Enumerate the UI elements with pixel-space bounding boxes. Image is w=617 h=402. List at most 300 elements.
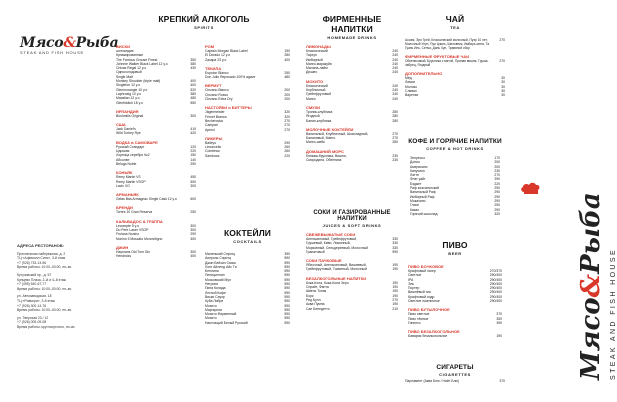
- vertical-brand: [546, 160, 617, 380]
- tea-extra-title: ДОПОЛНИТЕЛЬНО: [405, 71, 443, 76]
- item-name: Тархун: [306, 53, 317, 58]
- item-price: 120: [190, 144, 196, 149]
- item-name: Бавария безалкогольное: [408, 334, 448, 339]
- cigs-title: СИГАРЕТЫ: [436, 364, 474, 371]
- menu-item: [408, 321, 502, 325]
- item-price: 320: [494, 211, 500, 216]
- section-title: ИРЛАНДИЯ: [116, 108, 139, 114]
- item-name: Эспрессо: [410, 156, 426, 160]
- section-title: ПИВО БЕЗАЛКОГОЛЬНОЕ: [408, 329, 460, 335]
- item-name: Банан-клубника: [306, 118, 332, 123]
- item-price: 290: [494, 177, 500, 182]
- item-name: Купажированные: [116, 53, 144, 58]
- item-price: 430: [190, 66, 196, 71]
- item-price: 290/400: [489, 299, 502, 304]
- item-name: Single Malt: [116, 74, 133, 79]
- item-name: Классический: [306, 49, 328, 53]
- item-name: Манго-маракуйя: [306, 61, 332, 66]
- item-name: Aperol: [205, 127, 215, 132]
- menu-item: [116, 101, 196, 105]
- item-name: Gelas Bas Armagnac Single Cask 12 y.o: [116, 197, 177, 202]
- item-price: 280: [284, 53, 290, 58]
- item-name: Смородина, Облепиха: [306, 158, 342, 163]
- menu-item: [116, 184, 196, 188]
- item-price: 590: [284, 303, 290, 308]
- item-name: Пиво светлое: [408, 312, 430, 317]
- item-price: 390: [284, 252, 290, 256]
- item-price: 190: [392, 293, 398, 298]
- item-name: Гиннесс: [408, 320, 421, 325]
- item-price: 240: [392, 83, 398, 88]
- item-name: Русский Стандарт: [116, 144, 145, 149]
- address-item: Пресненская набережная, д. 2 ТЦ «Афимолл Сити», 3-й этаж +7 (926) 733-13-96 Время работы: 10:00–00:00, пн–вс: [17, 251, 72, 270]
- section-title: БЕЗАЛКОГОЛЬНЫЕ НАПИТКИ: [306, 275, 367, 281]
- cocktails-header: [205, 228, 290, 244]
- menu-item: [306, 70, 398, 74]
- item-name: Маленький Спритц: [205, 252, 236, 256]
- item-name: Дюшес: [306, 70, 318, 75]
- logo-word-left: Мясо: [20, 35, 64, 51]
- item-price: 290/400: [489, 273, 502, 278]
- tea-subtitle: TEA: [450, 25, 460, 30]
- item-price: 290: [190, 161, 196, 166]
- item-name: Горячий шоколад: [410, 211, 438, 216]
- item-name: Светлое: [408, 273, 422, 278]
- item-price: 200: [284, 88, 290, 93]
- drinks-title: ФИРМЕННЫЕ НАПИТКИ: [322, 14, 382, 34]
- item-price: 600: [190, 197, 196, 202]
- item-name: Аква Пумпа: [306, 302, 325, 307]
- item-price: 370: [496, 312, 502, 317]
- item-name: Банановый, Манго: [306, 136, 336, 141]
- item-name: Виски Сауэр: [205, 294, 225, 299]
- item-price: 290/400: [489, 294, 502, 299]
- beer-column: [408, 260, 502, 339]
- item-name: Captain Morgan Black Label: [205, 49, 248, 53]
- tea-signature-price: 270: [499, 59, 505, 63]
- item-price: 290: [494, 207, 500, 212]
- item-name: Torres 10 Gran Reserva: [116, 210, 153, 215]
- item-price: 590: [284, 264, 290, 269]
- spirits2-column: [205, 40, 290, 158]
- item-name: Эль: [408, 281, 415, 286]
- item-name: Jägermeister: [205, 110, 225, 115]
- item-price: 480: [284, 75, 290, 80]
- item-price: 400: [190, 79, 196, 84]
- item-name: IPA: [408, 277, 414, 282]
- section-title: ВОДКА в САМОВАРЕ: [116, 139, 158, 145]
- item-price: 410: [190, 127, 196, 132]
- cocktails-subtitle: COCKTAILS: [233, 239, 262, 244]
- item-price: 590: [284, 320, 290, 325]
- item-price: 270: [392, 131, 398, 136]
- section-title: КОНЬЯК: [116, 170, 133, 176]
- section-title: ВЕРМУТ: [205, 83, 222, 89]
- item-name: Односолодовый: [116, 70, 142, 75]
- section-title: ЛИКЕРЫ: [205, 135, 223, 141]
- item-name: Какао: [410, 207, 420, 212]
- tea-signature-title: ФИРМЕННЫЕ ФРУКТОВЫЕ ЧАИ: [405, 54, 470, 59]
- item-name: Латте: [410, 173, 419, 178]
- item-name: Джин Бейзил Смэш: [205, 260, 236, 265]
- juices-subtitle: JUICES & SOFT DRINKS: [322, 223, 382, 228]
- cigs-price: 370: [499, 379, 505, 383]
- item-price: 240: [392, 92, 398, 97]
- item-price: 250: [284, 70, 290, 75]
- item-name: Лесной Кофе: [205, 290, 226, 295]
- item-price: 590: [284, 286, 290, 291]
- drinks-column: [306, 40, 398, 162]
- item-name: Апельсиновый, Грейпфрутовый,: [306, 237, 357, 241]
- item-price: 590: [284, 299, 290, 304]
- item-price: 300: [190, 113, 196, 118]
- item-name: Espolon Blanco: [205, 70, 229, 75]
- item-price: 190: [496, 334, 502, 339]
- item-price: 240: [392, 70, 398, 75]
- item-price: 230: [392, 153, 398, 158]
- item-price: 30: [501, 88, 505, 93]
- item-name: Классический: [306, 83, 328, 88]
- item-price: 290: [190, 232, 196, 237]
- brand-word-right: Рыба: [576, 192, 606, 274]
- item-name: Chivas Regal 12 y.o: [116, 66, 147, 71]
- juices-column: [306, 228, 398, 311]
- tea-extra-list: [405, 76, 505, 97]
- item-name: Швепс Тоник: [306, 289, 327, 294]
- item-price: 220: [494, 181, 500, 186]
- item-price: 590: [284, 273, 290, 278]
- item-price: 480: [190, 96, 196, 101]
- item-price: 250: [190, 210, 196, 215]
- item-price: 170: [494, 156, 500, 160]
- item-price: 290/400: [489, 286, 502, 291]
- item-name: Ред Булл: [306, 297, 321, 302]
- item-price: 280: [392, 118, 398, 123]
- item-price: 290/400: [489, 277, 502, 282]
- item-name: Lecompte 5 y.o: [116, 223, 139, 228]
- item-price: 280: [392, 140, 398, 145]
- item-price: 240: [392, 96, 398, 101]
- item-name: Грейпфрутовый: [306, 92, 332, 97]
- menu-item: [116, 114, 196, 118]
- item-name: Glenfiddich 18 y.o: [116, 100, 143, 105]
- item-name: Клубничный: [306, 88, 326, 93]
- item-name: Campari: [205, 123, 218, 128]
- item-price: 190: [284, 49, 290, 53]
- item-price: 190: [392, 302, 398, 307]
- item-price: 330: [392, 241, 398, 246]
- item-name: Jack Daniel's: [116, 127, 136, 132]
- cocktails-column: [205, 252, 290, 325]
- section-title: ЛИМОНАДЫ: [306, 44, 331, 49]
- item-price: 30: [501, 84, 505, 89]
- item-name: Глясе: [410, 203, 420, 208]
- item-price: 190: [392, 289, 398, 294]
- item-name: Du Pere Lauer VSOP: [116, 228, 149, 233]
- item-name: Мохито: [205, 303, 217, 308]
- item-name: Светлое пшеничное: [408, 299, 440, 304]
- item-name: Cinzano Extra Dry: [205, 97, 233, 102]
- item-name: Варенье: [405, 93, 419, 98]
- menu-item: [205, 321, 290, 325]
- item-price: 290/400: [489, 290, 502, 295]
- logo-word-right: Рыба: [75, 35, 119, 51]
- item-price: 220: [284, 153, 290, 158]
- cocktails-title: КОКТЕЙЛИ: [223, 228, 272, 238]
- item-name: Манго: [306, 96, 316, 101]
- item-price: 300: [190, 183, 196, 188]
- item-name: Cinzano Rosso: [205, 92, 228, 97]
- item-price: 590: [284, 290, 290, 295]
- item-name: Грушевый, Киви, Лимонный,: [306, 241, 351, 246]
- item-name: Лонг Айленд Айс Ти: [205, 264, 237, 269]
- menu-item: [116, 210, 196, 214]
- item-name: Куба Либре: [205, 299, 224, 304]
- item-price: 270: [494, 173, 500, 178]
- item-price: 290: [284, 140, 290, 145]
- item-price: 380: [190, 61, 196, 66]
- section-title: ПИВО БОЧКОВОЕ: [408, 264, 444, 269]
- item-price: 400: [190, 83, 196, 88]
- item-price: 300: [190, 223, 196, 228]
- menu-item: [205, 97, 290, 101]
- tea-intro: Ассам, Эрл Грей, Классический молочный, Пуэр 10 лет, Молочный Улун, Пуи Цзинь, Шиповник, Имбирь-мята, Та Гуань Инь, Сенча, Дань Хун, Травяной сбор: [405, 38, 490, 50]
- menu-item: [116, 131, 196, 135]
- item-price: 590: [284, 282, 290, 287]
- item-name: Гранатовый: [306, 249, 325, 254]
- item-name: Крафтовый сидр: [408, 294, 435, 299]
- item-price: 290: [494, 186, 500, 191]
- item-price: 240: [392, 88, 398, 93]
- item-name: Ванильный, Клубничный, Шоколадный,: [306, 131, 369, 136]
- section-title: РОМ: [205, 44, 215, 49]
- menu-item: [410, 212, 500, 216]
- item-price: 320: [284, 114, 290, 119]
- item-price: 190: [392, 267, 398, 272]
- brand-word-left: Мясо: [576, 297, 606, 380]
- item-price: 270: [284, 118, 290, 123]
- item-price: 290: [494, 203, 500, 208]
- menu-item: [306, 140, 398, 144]
- spirits-header: [116, 14, 292, 30]
- item-name: Грейпфрутовый, Томатный, Молочный: [306, 267, 367, 272]
- juices-header: [302, 210, 402, 228]
- spirits-subtitle: SPIRITS: [194, 25, 214, 30]
- item-price: 550: [190, 100, 196, 105]
- coffee-title: КОФЕ И ГОРЯЧИЕ НАПИТКИ: [408, 138, 502, 145]
- item-name: Бэджет: [410, 181, 422, 186]
- coffee-header: [405, 138, 505, 151]
- item-name: Ванильный Раф: [410, 190, 436, 195]
- item-name: Кока-Кола, Кока-Кола Зеро: [306, 280, 349, 285]
- section-title: СВЕЖЕВЫЖАТЫЕ СОКИ: [306, 232, 356, 237]
- item-name: Remy Martin VS: [116, 175, 141, 180]
- section-title: ТЕКИЛА: [205, 65, 222, 71]
- item-price: 400: [190, 236, 196, 241]
- item-price: 300: [190, 228, 196, 233]
- item-name: Мохито Фирменный: [205, 312, 237, 317]
- item-price: 150: [190, 153, 196, 158]
- menu-item: [116, 162, 196, 166]
- addresses-title: АДРЕСА РЕСТОРАНОВ:: [17, 243, 65, 248]
- item-price: 240: [392, 57, 398, 62]
- menu-item: [306, 307, 398, 311]
- item-name: Флэт уайт: [410, 177, 426, 182]
- item-price: 30: [501, 93, 505, 98]
- address-item: ул. Тверская 23 / 12 +7 (926) 009-09-08 Время работы: круглосуточно, пн–вс: [17, 315, 75, 329]
- item-name: Fernet Branca: [205, 114, 227, 119]
- beer-header: [405, 240, 505, 256]
- item-name: Glenmorangie 10 y.o: [116, 87, 148, 92]
- item-price: 280: [392, 114, 398, 119]
- item-price: 590: [392, 249, 398, 254]
- item-name: Мохито: [205, 316, 217, 321]
- item-name: Remy Martin VSOP: [116, 179, 146, 184]
- item-name: Допио: [410, 160, 420, 165]
- menu-item: [205, 58, 290, 62]
- item-name: Пиво тёмное: [408, 316, 429, 321]
- item-price: 590: [284, 256, 290, 261]
- item-name: Клюква-брусника, Вишня,: [306, 153, 347, 158]
- tea-block: [405, 38, 505, 97]
- item-name: Nonino Il Moscato Monovitigno: [116, 236, 163, 241]
- item-name: Wild Turkey Rye: [116, 131, 141, 136]
- menu-item: [306, 158, 398, 162]
- cigs-header: [405, 364, 505, 383]
- item-price: 350: [496, 316, 502, 321]
- item-price: 200: [284, 92, 290, 97]
- item-name: Сливки: [405, 88, 417, 93]
- tea-header: [405, 14, 505, 30]
- item-price: 260: [284, 145, 290, 150]
- address-item: Кутузовский пр., д. 57 Кунцево Плаза, 2–й и 4–й этаж +7 (495) 540-67-77 Время работы: 10:00–00:00, пн–вс: [17, 272, 72, 291]
- item-name: Тропик-клубника: [306, 109, 333, 114]
- item-name: Пина Колада: [205, 286, 226, 291]
- section-title: ДЖИН: [116, 244, 129, 250]
- menu-item: [306, 250, 398, 254]
- juices-title: СОКИ И ГАЗИРОВАННЫЕ НАПИТКИ: [313, 210, 391, 222]
- item-name: Апероль Спритц: [205, 256, 231, 261]
- item-name: Zacapa 23 y.o: [205, 57, 227, 62]
- item-name: Мокачино: [410, 198, 426, 203]
- item-price: 590: [284, 294, 290, 299]
- item-price: 200: [494, 160, 500, 165]
- item-price: 280: [392, 109, 398, 114]
- item-name: Cinzano Bianco: [205, 88, 229, 93]
- spirits-title: КРЕПКИЙ АЛКОГОЛЬ: [158, 14, 250, 24]
- item-price: 220: [190, 149, 196, 154]
- item-price: 390: [496, 320, 502, 325]
- item-price: 290: [494, 194, 500, 199]
- menu-item: [205, 128, 290, 132]
- item-price: 330: [392, 237, 398, 241]
- item-name: Имбирный: [306, 57, 323, 62]
- item-name: Sambuca: [205, 153, 220, 158]
- item-price: 300: [190, 249, 196, 254]
- item-name: Bushmills Original: [116, 113, 144, 118]
- item-name: Hendricks: [116, 254, 132, 259]
- item-price: 400: [284, 57, 290, 62]
- item-price: 30: [501, 80, 505, 85]
- section-title: МОЛОЧНЫЕ КОКТЕЙЛИ: [306, 126, 354, 132]
- item-name: Имбирный Раф: [410, 194, 435, 199]
- beer-title: ПИВО: [442, 240, 468, 250]
- item-name: Малина-лайм: [306, 66, 328, 71]
- item-name: Негрони: [205, 282, 219, 287]
- section-title: ВИСКИ: [116, 44, 130, 49]
- item-name: Раф классический: [410, 186, 440, 191]
- item-name: Борк: [306, 293, 314, 298]
- item-name: Пенициллин: [205, 273, 225, 278]
- item-price: 190: [392, 280, 398, 285]
- item-name: Московский Мул: [205, 277, 231, 282]
- section-title: НАСТОЙКИ и БИТТЕРЫ: [205, 105, 252, 111]
- menu-item: [408, 334, 502, 338]
- item-price: 500: [190, 179, 196, 184]
- address-item: ул. Автозаводская, 18 ТЦ «Ривьера», 3-й этаж +7 (926) 300-14-76 Время работы: 10:00–00:00, пн–вс: [17, 294, 72, 313]
- item-price: 450: [190, 175, 196, 180]
- menu-item: [116, 237, 196, 241]
- logo: Мясо&Рыба STEAK AND FISH HOUSE: [20, 35, 119, 55]
- section-title: АРМАНЬЯК: [116, 192, 139, 198]
- item-price: 520: [190, 87, 196, 92]
- item-name: Абсолют: [116, 157, 130, 162]
- menu-item: [408, 299, 502, 303]
- section-title: МОХИТО: [306, 78, 324, 84]
- item-price: 590: [284, 260, 290, 265]
- beer-subtitle: BEER: [448, 251, 462, 256]
- item-name: Haymans Old Tom Gin: [116, 249, 151, 254]
- item-price: 200: [284, 97, 290, 102]
- item-name: Мёд: [405, 76, 412, 80]
- item-name: Маргарита: [205, 307, 222, 312]
- item-price: 270: [284, 127, 290, 132]
- tea-signature-items: Облепиховый, Брусника с мятой, Пряная вишня, Груша-чабрец, Ягодный: [405, 59, 489, 67]
- brand-ampersand: &: [576, 273, 606, 298]
- menu-item: [205, 154, 290, 158]
- menu-item: [116, 197, 196, 201]
- item-name: Яблочный, Апельсиновый, Вишневый,: [306, 263, 367, 268]
- item-name: Крафтовый лагер: [408, 269, 436, 273]
- item-name: Морковный, Сельдереевый, Молочный: [306, 245, 368, 250]
- item-name: El Dorado 12 y.o: [205, 53, 231, 58]
- item-price: 590: [284, 312, 290, 317]
- section-title: ПИВО БУТЫЛОЧНОЕ: [408, 307, 450, 313]
- item-name: Ягодный: [306, 114, 320, 119]
- item-name: Beluga Noble: [116, 161, 137, 166]
- item-price: 290/400: [489, 281, 502, 286]
- item-price: 270: [392, 297, 398, 302]
- drinks-subtitle: HOMEMADE DRINKS: [327, 35, 377, 40]
- cigs-subtitle: CIGARETTES: [439, 372, 471, 377]
- item-price: 350: [190, 57, 196, 62]
- coffee-subtitle: COFFEE & HOT DRINKS: [426, 146, 484, 151]
- brand-tagline: STEAK AND FISH HOUSE: [610, 247, 617, 380]
- section-title: БРЕНДИ: [116, 205, 133, 211]
- drinks-header: [302, 14, 402, 40]
- item-name: Манго-шейк: [306, 140, 325, 145]
- menu-item: [205, 75, 290, 79]
- section-title: СОКИ ПАЧКОВЫЕ: [306, 258, 342, 264]
- item-price: 380: [190, 91, 196, 96]
- item-name: Baileys: [205, 140, 216, 145]
- item-name: Сан Бенедетто: [306, 306, 330, 311]
- item-price: 140: [190, 157, 196, 162]
- item-name: Laphroaig 10 y.o: [116, 91, 142, 96]
- menu-item: [306, 97, 398, 101]
- item-name: Беллини: [205, 269, 219, 274]
- item-price: 400: [190, 254, 196, 259]
